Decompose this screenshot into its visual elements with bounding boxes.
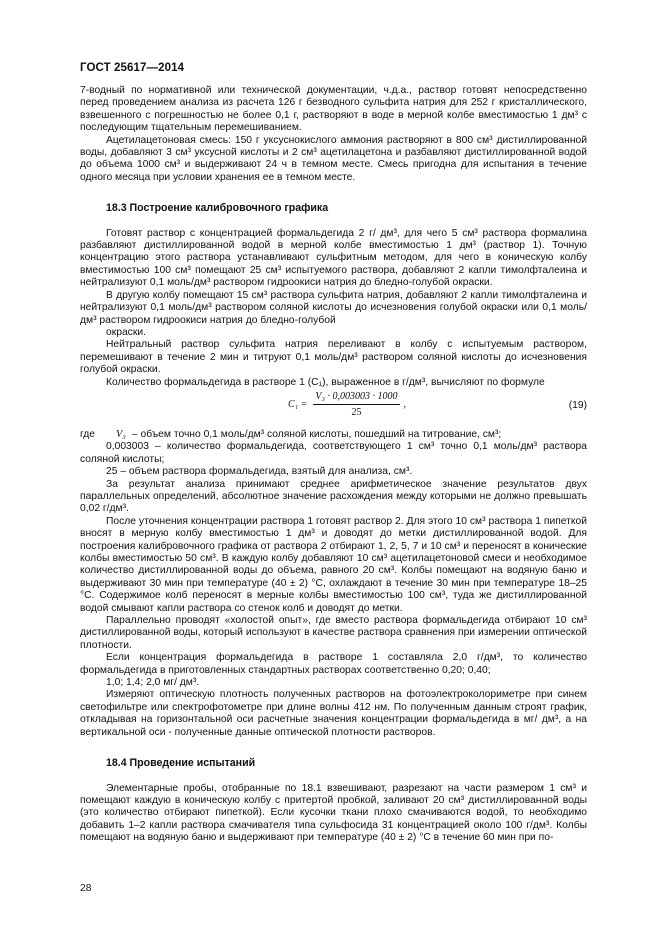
formula-numerator: V₃ · 0,003003 · 1000 — [313, 391, 399, 405]
paragraph: 0,003003 – количество формальдегида, соответствующего 1 см³ точно 0,1 моль/дм³ раствора соляной кислоты; — [80, 441, 587, 465]
paragraph: Количество формальдегида в растворе 1 (C₁), выраженное в г/дм³, вычисляют по формуле — [106, 376, 545, 388]
document-header: ГОСТ 25617—2014 — [80, 62, 185, 74]
formula-19 — [80, 390, 587, 426]
paragraph: Параллельно проводят «холостой опыт», где вместо раствора формальдегида отбирают 10 см³ дистиллированной воды, который используют в качестве раствора сравнения при измерении оптической плотности. — [80, 615, 587, 651]
formula — [288, 391, 406, 420]
document-body — [80, 85, 587, 845]
equation-number: (19) — [568, 399, 587, 411]
paragraph: 1,0; 1,4; 2,0 мг/ дм³. — [106, 677, 200, 689]
formula-tail: , — [403, 399, 406, 411]
section-title: 18.3 Построение калибровочного графика — [106, 202, 329, 215]
where-label: где — [80, 428, 96, 440]
paragraph: Ацетилацетоновая смесь: 150 г уксуснокислого аммония растворяют в 800 см³ дистиллированной воды, добавляют 3 см³ уксусной кислоты и 2 см³ ацетилацетона и разбавляют дистиллированной водой до объема 1000 см³ и выдерживают 24 ч в темном месте. Смесь пригодна для испытания в течение одного месяца при условии хранения ее в темном месте. — [80, 134, 587, 183]
where-text: – объем точно 0,1 моль/дм³ соляной кислоты, пошедший на титрование, см³; — [131, 428, 502, 440]
where-variable: V₃ — [116, 428, 126, 440]
paragraph: За результат анализа принимают среднее арифметическое значение результатов двух параллельных определений, абсолютное значение расхождения между которыми не должно превышать 0,02 г/дм³. — [80, 478, 587, 515]
section-title: 18.4 Проведение испытаний — [106, 757, 256, 770]
formula-lhs: C₁ = — [288, 399, 308, 411]
paragraph: Если концентрация формальдегида в растворе 1 составляла 2,0 г/дм³, то количество формальдегида в приготовленных стандартных растворах соответственно 0,20; 0,40; — [80, 652, 587, 676]
paragraph: Элементарные пробы, отобранные по 18.1 взвешивают, разрезают на части размером 1 см³ и помещают каждую в коническую колбу с притертой пробкой, заливают 20 см³ дистиллированной воды (это количество отбирают пипеткой). Если кусочки ткани плохо смачиваются водой, то необходимо добавить 1–2 капли раствора смачивателя типа сульфосида 31 концентрацией около 100 г/дм³. Колбы помещают на водяную баню и выдерживают при температуре (40 ± 2) °С в течение 60 мин при по- — [80, 782, 587, 844]
where-line — [80, 429, 587, 441]
paragraph: Готовят раствор с концентрацией формальдегида 2 г/ дм³, для чего 5 см³ раствора формалина разбавляют дистиллированной водой в мерной колбе вместимостью 1 дм³ (раствор 1). Точную концентрацию этого раствора устанавливают сульфитным методом, для чего в коническую колбу вместимостью 100 см³ помещают 25 см³ испытуемого раствора, добавляют 2 капли тимолфталеина и нейтрализуют 0,1 моль/дм³ раствором гидроокиси натрия до бледно-голубой окраски. — [80, 227, 587, 289]
paragraph: После уточнения концентрации раствора 1 готовят раствор 2. Для этого 10 см³ раствора 1 пипеткой вносят в мерную колбу вместимостью 1 дм³ и доводят до метки дистиллированной водой. Для построения калибровочного графика от раствора 2 отбирают 1, 2, 5, 7 и 10 см³ и переносят в конические колбы вместимостью 50 см³. В каждую колбу добавляют 10 см³ ацетилацетоновой смеси и необходимое количество дистиллированной воды до объема, равного 20 см³. Колбы помещают на водяную баню и выдерживают 30 мин при температуре (40 ± 2) °С, охлаждают в течение 30 мин при температуре 18–25 °С. Содержимое колб переносят в мерные колбы вместимостью 100 см³, туда же дистиллированной водой смывают капли раствора со стенок колб и доводят до метки. — [80, 515, 587, 614]
paragraph: Нейтральный раствор сульфита натрия переливают в колбу с испытуемым раствором, перемешивают в течение 2 мин и титруют 0,1 моль/дм³ раствором соляной кислоты до исчезновения голубой окраски. — [80, 339, 587, 376]
formula-denominator: 25 — [351, 407, 362, 419]
paragraph: В другую колбу помещают 15 см³ раствора сульфита натрия, добавляют 2 капли тимолфталеина и нейтрализуют 0,1 моль/дм³ раствором соляной кислоты до исчезновения голубой окраски или 0,1 моль/дм³ раствором гидроокиси натрия до бледно-голубой — [80, 289, 587, 326]
paragraph: окраски. — [106, 326, 146, 338]
paragraph: 25 – объем раствора формальдегида, взятый для анализа, см³. — [106, 466, 413, 478]
paragraph: Измеряют оптическую плотность полученных растворов на фотоэлектроколориметре при синем светофильтре или спектрофотометре при длине волны 412 нм. По полученным данным строят график, откладывая на горизонтальной оси расчетные значения концентрации формальдегида в мг/ дм³, а на вертикальной оси - полученные данные оптической плотности растворов. — [80, 689, 587, 738]
formula-fraction — [313, 391, 399, 420]
paragraph: 7-водный по нормативной или технической документации, ч.д.а., раствор готовят непосредственно перед проведением анализа из расчета 126 г безводного сульфита натрия для 252 г кристаллического, взвешенного с погрешностью не более 0,1 г, растворяют в воде в мерной колбе вместимостью 1 дм³ с последующим тщательным перемешиванием. — [80, 85, 587, 134]
page-number: 28 — [80, 883, 92, 894]
